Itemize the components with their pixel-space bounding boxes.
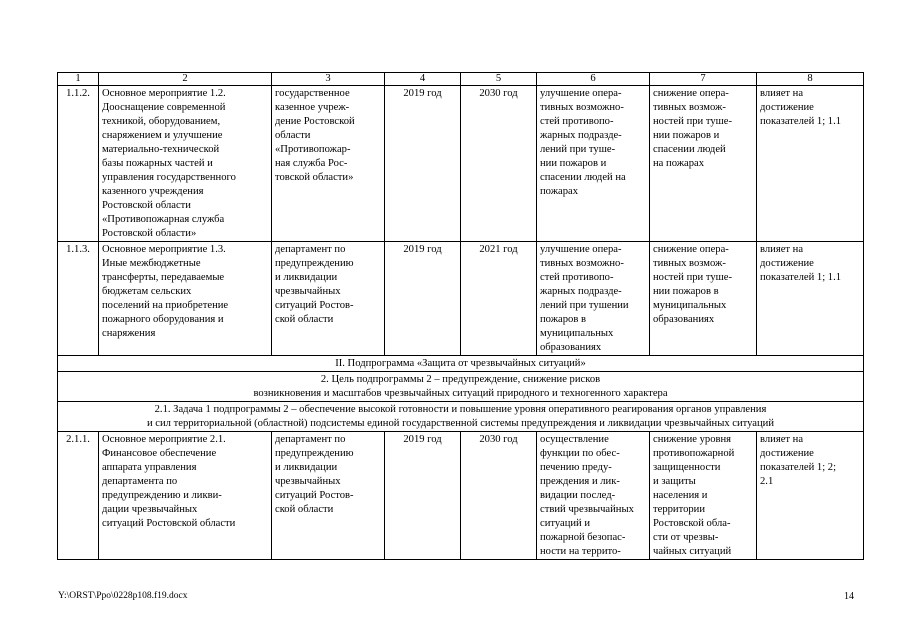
column-number-row xyxy=(58,73,864,86)
expected-result: улучшение опера- тивных возможно- стей противопо- жарных подразде- лений при тушении пожаров в муниципальных образованиях xyxy=(537,242,650,356)
expected-result: улучшение опера- тивных возможно- стей противопо- жарных подразде- лений при туше- нии пожаров и спасении людей на пожарах xyxy=(537,86,650,242)
end-year: 2030 год xyxy=(461,432,537,560)
page-number: 14 xyxy=(844,591,854,602)
row-number: 1.1.3. xyxy=(58,242,99,356)
column-number: 7 xyxy=(650,73,757,86)
indicator-link: влияет на достижение показателей 1; 1.1 xyxy=(757,86,864,242)
column-number: 8 xyxy=(757,73,864,86)
table-row xyxy=(58,242,864,356)
non-implementation-consequences: снижение уровня противопожарной защищенности и защиты населения и территории Ростовской обла- сти от чрезвы- чайных ситуаций xyxy=(650,432,757,560)
row-number: 2.1.1. xyxy=(58,432,99,560)
expected-result: осуществление функции по обес- печению преду- преждения и лик- видации послед- ствий чрезвычайных ситуаций и пожарной безопас- ности на террито- xyxy=(537,432,650,560)
program-measures-table xyxy=(57,72,864,560)
measure-name: Основное мероприятие 1.3. Иные межбюджетные трансферты, передаваемые бюджетам сельских поселений на приобретение пожарного оборудования и снаряжения xyxy=(99,242,272,356)
executor: департамент по предупреждению и ликвидации чрезвычайных ситуаций Ростов- ской области xyxy=(272,432,385,560)
table-row xyxy=(58,432,864,560)
indicator-link: влияет на достижение показателей 1; 1.1 xyxy=(757,242,864,356)
subprogram-heading: II. Подпрограмма «Защита от чрезвычайных ситуаций» xyxy=(58,356,864,372)
start-year: 2019 год xyxy=(385,432,461,560)
column-number: 2 xyxy=(99,73,272,86)
table-row xyxy=(58,86,864,242)
end-year: 2021 год xyxy=(461,242,537,356)
section-row xyxy=(58,356,864,372)
row-number: 1.1.2. xyxy=(58,86,99,242)
indicator-link: влияет на достижение показателей 1; 2; 2.1 xyxy=(757,432,864,560)
goal-heading: 2. Цель подпрограммы 2 – предупреждение, снижение рисков возникновения и масштабов чрезвычайных ситуаций природного и техногенного характера xyxy=(58,372,864,402)
section-row xyxy=(58,372,864,402)
measure-name: Основное мероприятие 2.1. Финансовое обеспечение аппарата управления департамента по предупреждению и ликви- дации чрезвычайных ситуаций Ростовской области xyxy=(99,432,272,560)
column-number: 6 xyxy=(537,73,650,86)
start-year: 2019 год xyxy=(385,242,461,356)
section-row xyxy=(58,402,864,432)
executor: департамент по предупреждению и ликвидации чрезвычайных ситуаций Ростов- ской области xyxy=(272,242,385,356)
non-implementation-consequences: снижение опера- тивных возмож- ностей при туше- нии пожаров в муниципальных образованиях xyxy=(650,242,757,356)
column-number: 1 xyxy=(58,73,99,86)
task-heading: 2.1. Задача 1 подпрограммы 2 – обеспечение высокой готовности и повышение уровня оперативного реагирования органов управления и сил территориальной (областной) подсистемы единой государственной системы предупреждения и ликвидации чрезвычайных ситуаций xyxy=(58,402,864,432)
non-implementation-consequences: снижение опера- тивных возмож- ностей при туше- нии пожаров и спасении людей на пожарах xyxy=(650,86,757,242)
column-number: 3 xyxy=(272,73,385,86)
column-number: 5 xyxy=(461,73,537,86)
end-year: 2030 год xyxy=(461,86,537,242)
start-year: 2019 год xyxy=(385,86,461,242)
file-path-footer: Y:\ORST\Ppo\0228p108.f19.docx xyxy=(58,591,188,601)
executor: государственное казенное учреж- дение Ростовской области «Противопожар- ная служба Рос- товской области» xyxy=(272,86,385,242)
measure-name: Основное мероприятие 1.2. Дооснащение современной техникой, оборудованием, снаряжением и улучшение материально-технической базы пожарных частей и управления государственного казенного учреждения Ростовской области «Противопожарная служба Ростовской области» xyxy=(99,86,272,242)
column-number: 4 xyxy=(385,73,461,86)
